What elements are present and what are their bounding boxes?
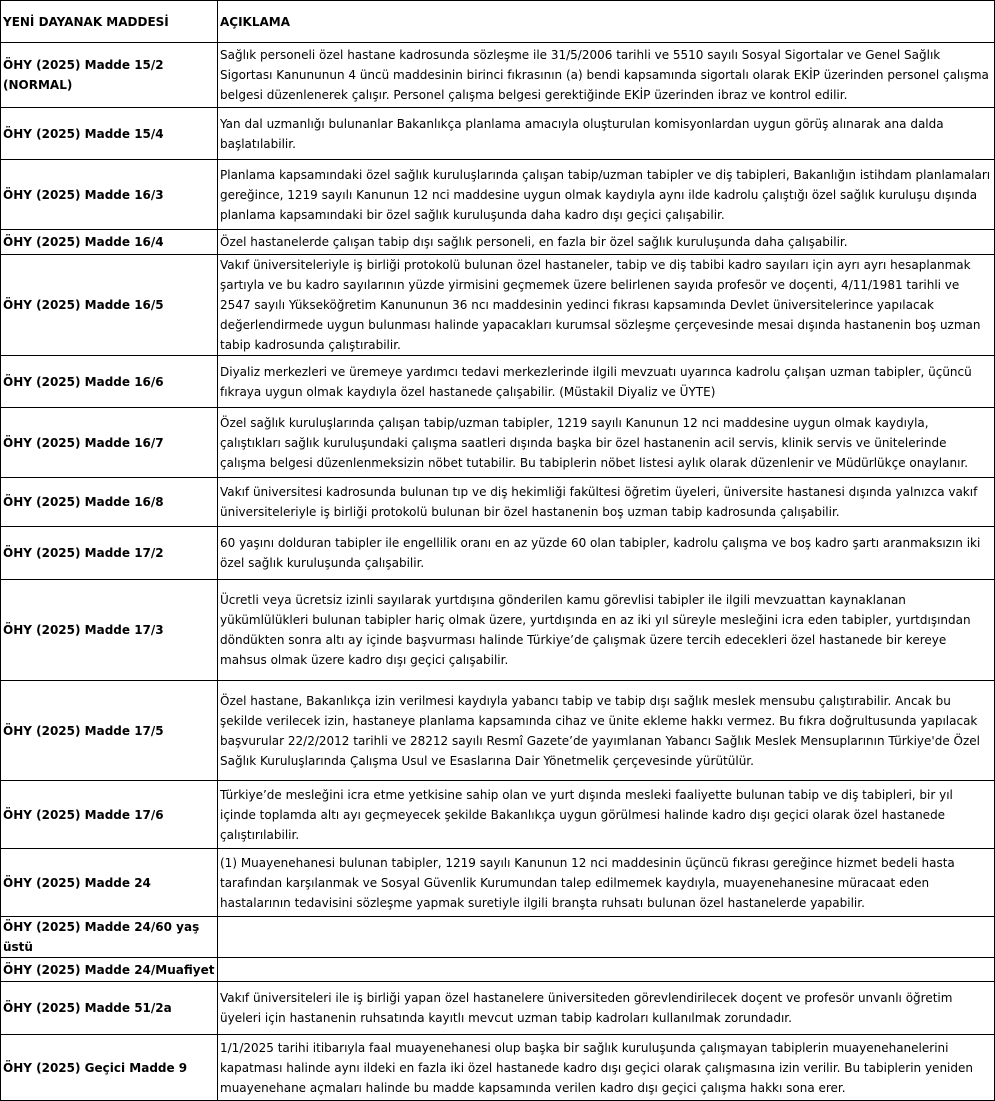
row-aciklama: (1) Muayenehanesi bulunan tabipler, 1219 sayılı Kanunun 12 nci maddesinin üçüncü fıkrası gereğince hizmet bedeli hasta tarafından karşılanmak ve Sosyal Güvenlik Kurumundan talep edilmemek kaydıyla, muayenehanesine müracaat eden hastalarının tedavisini sözleşme yapmak suretiyle ilgili branşta ruhsatı bulunan özel hastanelerde yapabilir.	[218, 849, 995, 917]
table-row	[1, 958, 995, 982]
row-madde: ÖHY (2025) Madde 16/5	[1, 255, 218, 356]
row-madde: ÖHY (2025) Madde 24/60 yaş üstü	[1, 917, 218, 958]
table-row	[1, 1035, 995, 1101]
row-madde: ÖHY (2025) Geçici Madde 9	[1, 1035, 218, 1101]
table-row	[1, 356, 995, 408]
row-madde: ÖHY (2025) Madde 16/3	[1, 160, 218, 230]
row-aciklama: Özel hastanelerde çalışan tabip dışı sağlık personeli, en fazla bir özel sağlık kuruluşunda daha çalışabilir.	[218, 230, 995, 255]
row-madde: ÖHY (2025) Madde 17/6	[1, 781, 218, 849]
row-madde: ÖHY (2025) Madde 17/3	[1, 580, 218, 681]
row-aciklama: Vakıf üniversiteleri ile iş birliği yapan özel hastanelere üniversiteden görevlendirilecek doçent ve profesör unvanlı öğretim üyeleri için hastanenin ruhsatında kayıtlı mevcut uzman tabip kadroları kullanılmak zorundadır.	[218, 982, 995, 1035]
table-row	[1, 408, 995, 478]
row-aciklama: Özel hastane, Bakanlıkça izin verilmesi kaydıyla yabancı tabip ve tabip dışı sağlık meslek mensubu çalıştırabilir. Ancak bu şekilde verilecek izin, hastaneye planlama kapsamında cihaz ve ünite ekleme hakkı vermez. Bu fıkra doğrultusunda yapılacak başvurular 22/2/2012 tarihli ve 28212 sayılı Resmî Gazete’de yayımlanan Yabancı Sağlık Meslek Mensuplarının Türkiye'de Özel Sağlık Kuruluşlarında Çalışma Usul ve Esaslarına Dair Yönetmelik çerçevesinde yürütülür.	[218, 681, 995, 781]
row-madde: ÖHY (2025) Madde 24	[1, 849, 218, 917]
table-row	[1, 160, 995, 230]
row-madde: ÖHY (2025) Madde 16/7	[1, 408, 218, 478]
table-row	[1, 255, 995, 356]
table-row	[1, 478, 995, 527]
row-aciklama: Vakıf üniversiteleriyle iş birliği protokolü bulunan özel hastaneler, tabip ve diş tabibi kadro sayıları için ayrı ayrı hesaplanmak şartıyla ve bu kadro sayılarının yüzde yirmisini geçmemek üzere belirlenen sayıda profesör ve doçenti, 4/11/1981 tarihli ve 2547 sayılı Yükseköğretim Kanununun 36 ncı maddesinin yedinci fıkrası kapsamında Devlet üniversitelerince yapılacak değerlendirmede uygun bulunması halinde yapacakları kurumsal sözleşme çerçevesinde mesai dışında hastanenin boş uzman tabip kadrosunda çalıştırabilir.	[218, 255, 995, 356]
table-row	[1, 681, 995, 781]
table-row	[1, 230, 995, 255]
table-header-row	[1, 1, 995, 43]
row-madde: ÖHY (2025) Madde 16/6	[1, 356, 218, 408]
row-madde: ÖHY (2025) Madde 16/8	[1, 478, 218, 527]
table-row	[1, 781, 995, 849]
row-aciklama: Diyaliz merkezleri ve üremeye yardımcı tedavi merkezlerinde ilgili mevzuatı uyarınca kadrolu çalışan uzman tabipler, üçüncü fıkraya uygun olmak kaydıyla özel hastanede çalışabilir. (Müstakil Diyaliz ve ÜYTE)	[218, 356, 995, 408]
row-aciklama: Türkiye’de mesleğini icra etme yetkisine sahip olan ve yurt dışında mesleki faaliyette bulunan tabip ve diş tabipleri, bir yıl içinde toplamda altı ayı geçmeyecek şekilde Bakanlıkça uygun görülmesi halinde kadro dışı geçici olarak özel hastanede çalıştırılabilir.	[218, 781, 995, 849]
table-row	[1, 580, 995, 681]
table-row	[1, 982, 995, 1035]
row-madde: ÖHY (2025) Madde 51/2a	[1, 982, 218, 1035]
table-row	[1, 108, 995, 160]
row-aciklama: Planlama kapsamındaki özel sağlık kuruluşlarında çalışan tabip/uzman tabipler ve diş tabipleri, Bakanlığın istihdam planlamaları gereğince, 1219 sayılı Kanunun 12 nci maddesine uygun olmak kaydıyla aynı ilde kadrolu çalıştığı özel sağlık kuruluşu dışında planlama kapsamındaki bir özel sağlık kuruluşunda daha kadro dışı geçici çalışabilir.	[218, 160, 995, 230]
row-aciklama: 1/1/2025 tarihi itibarıyla faal muayenehanesi olup başka bir sağlık kuruluşunda çalışmayan tabiplerin muayenehanelerini kapatması halinde aynı ildeki en fazla iki özel hastanede kadro dışı geçici olarak çalışmasına izin verilir. Bu tabiplerin yeniden muayenehane açmaları halinde bu madde kapsamında verilen kadro dışı geçici çalışma hakkı sona erer.	[218, 1035, 995, 1101]
header-madde: YENİ DAYANAK MADDESİ	[1, 1, 218, 43]
row-aciklama	[218, 917, 995, 958]
row-madde: ÖHY (2025) Madde 24/Muafiyet	[1, 958, 218, 982]
table-row	[1, 43, 995, 108]
row-aciklama: Yan dal uzmanlığı bulunanlar Bakanlıkça planlama amacıyla oluşturulan komisyonlardan uygun görüş alınarak ana dalda başlatılabilir.	[218, 108, 995, 160]
row-madde: ÖHY (2025) Madde 15/4	[1, 108, 218, 160]
header-aciklama: AÇIKLAMA	[218, 1, 995, 43]
row-aciklama: Sağlık personeli özel hastane kadrosunda sözleşme ile 31/5/2006 tarihli ve 5510 sayılı Sosyal Sigortalar ve Genel Sağlık Sigortası Kanununun 4 üncü maddesinin birinci fıkrasının (a) bendi kapsamında sigortalı olarak EKİP üzerinden personel çalışma belgesi düzenlenerek çalışır. Personel çalışma belgesi gerektiğinde EKİP üzerinden ibraz ve kontrol edilir.	[218, 43, 995, 108]
row-madde: ÖHY (2025) Madde 17/5	[1, 681, 218, 781]
table-row	[1, 527, 995, 580]
row-aciklama	[218, 958, 995, 982]
row-aciklama: Özel sağlık kuruluşlarında çalışan tabip/uzman tabipler, 1219 sayılı Kanunun 12 nci maddesine uygun olmak kaydıyla, çalıştıkları sağlık kuruluşundaki çalışma saatleri dışında başka bir özel hastanenin acil servis, klinik servis ve ünitelerinde çalışma belgesi düzenlenmeksizin nöbet tutabilir. Bu tabiplerin nöbet listesi aylık olarak düzenlenir ve Müdürlükçe onaylanır.	[218, 408, 995, 478]
row-aciklama: Vakıf üniversitesi kadrosunda bulunan tıp ve diş hekimliği fakültesi öğretim üyeleri, üniversite hastanesi dışında yalnızca vakıf üniversiteleriyle iş birliği protokolü bulunan bir özel hastanenin boş uzman tabip kadrosunda çalışabilir.	[218, 478, 995, 527]
row-madde: ÖHY (2025) Madde 17/2	[1, 527, 218, 580]
table-row	[1, 849, 995, 917]
row-aciklama: Ücretli veya ücretsiz izinli sayılarak yurtdışına gönderilen kamu görevlisi tabipler ile ilgili mevzuattan kaynaklanan yükümlülükleri bulunan tabipler hariç olmak üzere, yurtdışında en az iki yıl süreyle mesleğini icra eden tabipler, yurtdışından döndükten sonra altı ay içinde başvurması halinde Türkiye’de çalışmak üzere tercih edecekleri özel hastanede bir kereye mahsus olmak üzere kadro dışı geçici çalışabilir.	[218, 580, 995, 681]
row-madde: ÖHY (2025) Madde 15/2 (NORMAL)	[1, 43, 218, 108]
row-madde: ÖHY (2025) Madde 16/4	[1, 230, 218, 255]
table-row	[1, 917, 995, 958]
row-aciklama: 60 yaşını dolduran tabipler ile engellilik oranı en az yüzde 60 olan tabipler, kadrolu çalışma ve boş kadro şartı aranmaksızın iki özel sağlık kuruluşunda çalışabilir.	[218, 527, 995, 580]
